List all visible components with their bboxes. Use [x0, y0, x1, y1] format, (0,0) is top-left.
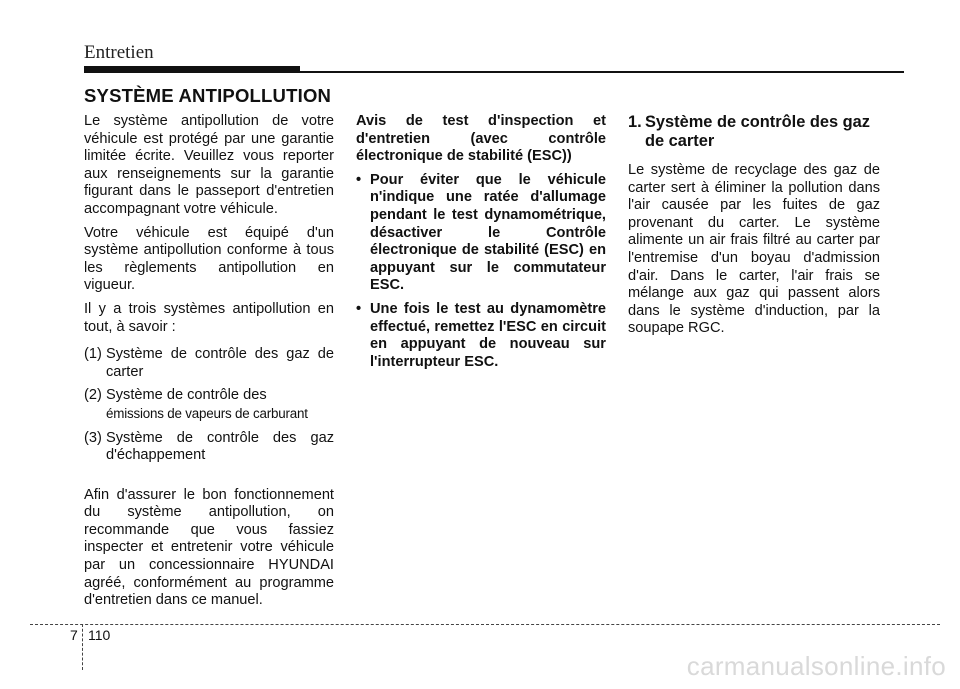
list-item [84, 430, 334, 465]
list-item-number: (1) [84, 346, 102, 363]
column-middle [356, 113, 606, 377]
header-title: Entretien [84, 42, 154, 63]
header-rule-thin [300, 71, 904, 73]
notice-bullets [356, 172, 606, 372]
footer-dashed-rule [30, 624, 940, 625]
subsection-heading [628, 113, 880, 150]
footer-dashed-divider [82, 624, 83, 670]
bullet-item: • Une fois le test au dynamomètre effectué, remettez l'ESC en circuit en appuyant de nouveau sur l'interrupteur ESC. [356, 301, 606, 371]
systems-count-paragraph: Il y a trois systèmes antipollution en tout, à savoir : [84, 300, 334, 335]
intro-paragraph: Le système antipollution de votre véhicule est protégé par une garantie limitée écrite. Veuillez vous reporter aux renseignements sur la garantie figurant dans le passeport d'entretien accompagnant votre véhicule. [84, 113, 334, 217]
header-rule-thick [84, 66, 300, 73]
watermark: carmanualsonline.info [686, 651, 946, 681]
list-item-text: Système de contrôle des [106, 387, 267, 404]
page-number: 110 [88, 627, 111, 643]
bullet-item: • Pour éviter que le véhicule n'indique une ratée d'allumage pendant le test dynamométrique, désactiver le Contrôle électronique de stabilité (ESC) en appuyant sur le commutateur ESC. [356, 172, 606, 295]
notice-heading: Avis de test d'inspection et d'entretien (avec contrôle électronique de stabilité (ESC)) [356, 113, 606, 165]
list-item-number: (2) [84, 387, 102, 404]
list-item-text-continued: émissions de vapeurs de carburant [106, 405, 308, 421]
list-item [84, 346, 334, 381]
list-item-number: (3) [84, 429, 102, 446]
maintenance-paragraph: Afin d'assurer le bon fonctionnement du système antipollution, on recommande que vous fassiez inspecter et entretenir votre véhicule par un concessionnaire HYUNDAI agréé, conformément au programme d'entretien dans ce manuel. [84, 486, 334, 609]
subsection-number: 1. [628, 113, 642, 131]
section-title: SYSTÈME ANTIPOLLUTION [84, 85, 332, 106]
list-item-text: Système de contrôle des gaz d'échappement [106, 429, 334, 464]
compliance-paragraph: Votre véhicule est équipé d'un système antipollution conforme à tous les règlements antipollution en vigueur. [84, 224, 334, 294]
crankcase-paragraph: Le système de recyclage des gaz de carter sert à éliminer la pollution dans l'air causée par les fuites de gaz provenant du carter. Le système alimente un air frais filtré au carter par l'entremise d'un boyau d'admission d'air. Dans le carter, l'air frais se mélange aux gaz qui passent alors dans le système d'induction, par la soupape RGC. [628, 162, 880, 337]
chapter-number: 7 [70, 627, 78, 643]
column-right [628, 113, 880, 344]
column-left [84, 113, 334, 616]
subsection-title: Système de contrôle des gaz de carter [645, 113, 870, 150]
list-item [84, 387, 334, 423]
systems-list [84, 346, 334, 465]
list-item-text: Système de contrôle des gaz de carter [106, 346, 334, 380]
